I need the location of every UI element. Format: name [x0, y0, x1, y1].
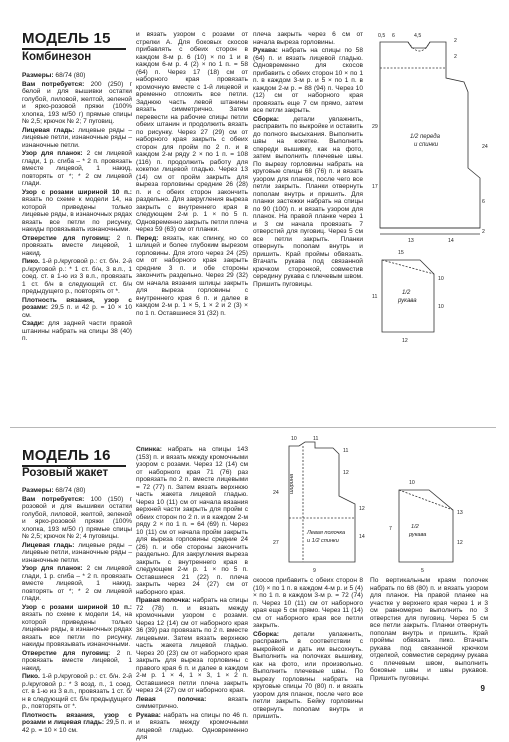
m16c2-label: Правая полочка: — [136, 597, 191, 604]
sleeve-dim-1: 10 — [438, 276, 444, 282]
model16-column-1 — [22, 487, 133, 734]
m15c1-text: 68/74 (80) — [53, 72, 86, 79]
d16-dim-13: 5 — [421, 568, 424, 574]
model16-title: МОДЕЛЬ 16 — [22, 447, 111, 464]
model15-column-1 — [22, 72, 132, 424]
m16c1-paragraph — [22, 673, 132, 711]
m15c1-text: 2 см лицевой глади, 1 р. сгиба – * 2 п. провязать вместе лицевой, 1 накид, повторять от *; * 2 см лицевой глади. — [22, 150, 132, 187]
front-outline — [289, 442, 355, 562]
m15c3-paragraph — [253, 116, 363, 289]
front-back-label-line1: 1/2 переда — [410, 134, 440, 140]
model15-column-2 — [136, 31, 248, 422]
sleeve-dim-2: 10 — [438, 304, 444, 310]
dim-side-3: 17 — [372, 184, 378, 190]
m15c3-text: детали увлажнить, расправить по выкройке и оставить до полного высыхания. Выполнить швы на кокетке. Выполнить спереди вышивку, как на фото, затем выполнить плечевые швы. По вырезу горловины набрать на круговые спицы 68 (76) п. и вязать узором для планок, после чего все петли закрыть. Планки отвернуть пополам внутрь и пришить. Для планки застежки набрать на спицы по 90 (100) п. и вязать узором для планок. На правой планке через 1 и 3 см начала провязать 7 отверстий для пуговиц. Через 5 см все петли закрыть. Планки отвернуть пополам внутрь и пришить. Край проймы обвязать. Втачать рукава под связанной крючком сторонкой, совместив середину рукава с плечевым швом. Пришить пуговицы. — [253, 115, 363, 288]
m15c3-paragraph — [253, 47, 363, 115]
m15c1-text: 2 п. провязать вместе лицевой, 1 накид. — [22, 234, 133, 257]
model16-column-3 — [253, 577, 363, 720]
m15c3-text: плеча закрыть через 6 см от начала выреза горловины. — [253, 31, 363, 46]
dim-side-4: 24 — [482, 144, 488, 150]
m16c1-paragraph — [22, 604, 132, 649]
d16-dim-1: 11 — [313, 436, 319, 442]
m15c1-label: Лицевая гладь: — [22, 126, 75, 134]
dim-side-2: 29 — [372, 124, 378, 130]
m16c1-label: Плотность вязания, узор с розами и лицевая гладь: — [22, 711, 132, 726]
d16-dim-4: 12 — [359, 506, 365, 512]
d16-sleeve-label-1: 1/2 — [411, 524, 419, 530]
m16c1-text: 100 (150) г розовой и для вышивки остатки голубой, лиловой, желтой, зеленой и ярко-розовой пряжи (100% хлопка, 193 м/50 г) прямые спицы № 2,5; крючок № 2; 4 пуговицы. — [22, 495, 132, 540]
m16c1-paragraph — [22, 542, 132, 565]
m16c2-paragraph — [136, 446, 248, 596]
m16c1-label: Узор для планок: — [22, 565, 83, 572]
m15c1-paragraph — [22, 81, 132, 126]
m15c1-paragraph — [22, 235, 132, 258]
m16c2-text: набрать на спицы по 46 п. и вязать между кромочными лицевой гладью. Одновременно для — [136, 711, 248, 741]
m16c1-paragraph — [22, 565, 132, 603]
m15c1-text: 29,5 п. и 42 р. = 10 × 10 см. — [22, 304, 132, 319]
sleeve-outline — [382, 260, 434, 332]
model15-name: Комбинезон — [22, 51, 92, 63]
model15-rule — [22, 48, 126, 50]
m16c2-paragraph — [136, 597, 248, 695]
m15c3-paragraph — [253, 31, 363, 46]
dim-side-1: 2 — [454, 54, 457, 60]
dim-top-0: 0,5 — [378, 33, 386, 39]
m16c1-paragraph — [22, 712, 132, 735]
model16-column-2 — [136, 446, 248, 741]
d16-dim-12: 7 — [389, 526, 392, 532]
dim-side-6: 2 — [482, 229, 485, 235]
m15c3-label: Рукава: — [253, 47, 278, 54]
d16-dim-2: 11 — [343, 448, 349, 454]
m16c1-label: Размеры: — [22, 487, 54, 494]
m16c1-label: Узор с розами шириной 10 п.: — [22, 603, 132, 611]
m16c1-text: 1-й р./круговой р.: ст. б/н. 2-й р./круговой р.: * 3 возд. п., 1 соед. ст. в 1-ю из 3 в.п., провязать 1 ст. б/н в следующий ст. б/н предыдущего р., повторять от *. — [22, 673, 132, 710]
dim-side-0: 2 — [454, 38, 457, 44]
model15-column-3 — [253, 31, 363, 422]
front-back-label-line2: и спинки — [414, 142, 439, 148]
m15c1-label: Узор для планок: — [22, 150, 83, 157]
m15c1-paragraph — [22, 320, 132, 343]
model15-header — [22, 31, 111, 47]
m16c2-paragraph — [136, 712, 248, 742]
m16c3-paragraph — [253, 577, 363, 630]
m16c1-text: 2 п. провязать вместе лицевой, 1 накид. — [22, 649, 133, 672]
dim-bottom-1: 14 — [448, 238, 454, 244]
m15c1-label: Отверстие для пуговиц: — [22, 234, 111, 242]
m15c2-paragraph — [136, 235, 248, 318]
m16c1-label: Лицевая гладь: — [22, 541, 75, 549]
model15-pattern-diagram — [368, 28, 496, 348]
sleeve-dim-3: 11 — [372, 294, 378, 300]
d16-dim-0: 10 — [291, 436, 297, 442]
m16c1-paragraph — [22, 650, 132, 673]
m16c2-label: Спинка: — [136, 446, 162, 453]
sleeve-label-line2: рукава — [398, 298, 417, 304]
m15c1-paragraph — [22, 150, 132, 188]
m15c1-text: вязать по схеме к модели 14, на которой приведены только лицевые ряды, в изнаночных рядах вязать все петли по рисунку, накиды провязывать изнаночными. — [22, 196, 132, 233]
m16c2-label: Левая полочка: — [136, 695, 207, 703]
m16c2-paragraph — [136, 696, 248, 711]
m16c2-text: набрать на спицы 72 (78) п. и вязать между кромочными узором с розами. Через 12 (14) см от наборного края 36 (39) раз провязать по 2 п. вместе лицевыми. Затем вязать верхнюю часть жакета лицевой гладью. Через 20 (23) см от наборного края закрыть для выреза горловины с правого края 6 п. и далее в каждом 2-м р. 1 × 4, 1 × 3, 1 × 2 п. Оставшиеся петли плеча закрыть через 24 (27) см от наборного края. — [136, 597, 248, 694]
model15-title: МОДЕЛЬ 15 — [22, 30, 111, 47]
m15c1-label: Плотность вязания, узор с розами: — [22, 296, 132, 311]
m16c1-text: 2 см лицевой глади, 1 р. сгиба – * 2 п. провязать вместе лицевой, 1 накид, повторять от *; * 2 см лицевой глади. — [22, 565, 132, 602]
m15c3-text: набрать на спицы по 58 (64) п. и вязать лицевой гладью. Одновременно для скосов прибавить с обеих сторон 10 × по 1 п. в каждом 3-м р. и 5 × по 1 п. в каждом 2-м р. = 88 (94) п. Через 10 (12) см от наборного края провязать еще 7 см прямо, затем все петли закрыть. — [253, 47, 363, 114]
m16c1-label: Отверстие для пуговиц: — [22, 649, 111, 657]
m15c1-label: Пико. — [22, 258, 40, 265]
page-number: 9 — [480, 684, 485, 693]
d16-dim-8: 9 — [313, 568, 316, 574]
d16-dim-5: 14 — [359, 534, 365, 540]
d16-dim-6: 24 — [273, 490, 279, 496]
m15c1-text: 1-й р./круговой р.: ст. б/н. 2-й р./круговой р.: * 1 ст. б/н, 3 в.п., 1 соед. ст. в 1-ю из 3 в.п., провязать 1 ст. б/н в следующий ст. б/н предыдущего р., повторять от *. — [22, 258, 132, 295]
m15c1-text: 200 (250) г белой и для вышивки остатки голубой, лиловой, желтой, зеленой и ярко-розовой пряжи (100% хлопка, 193 м/50 г) прямые спицы № 2,5; крючок № 2; 7 пуговиц. — [22, 80, 132, 125]
m16c2-text: набрать на спицы 143 (153) п. и вязать между кромочными узором с розами. Через 12 (14) см от наборного края 71 (76) раз провязать по 2 п. вместе лицевыми = 72 (77) п. Затем вязать верхнюю часть жакета лицевой гладью. Через 10 (11) см от начала вязания верхней части закрыть для пройм с обеих сторон по 2 п. и в каждом 2-м ряду 2 × по 1 п. = 64 (69) п. Через 10 (11) см от начала пройм закрыть для выреза горловины средние 24 (26) п. и обе стороны закончить раздельно. Для закругления выреза закрыть с внутреннего края в следующем 2-м р. 1 × по 5 п. Оставшиеся 21 (22) п. плеча закрыть через 24 (27) см от наборного края. — [136, 446, 248, 596]
model16-column-4 — [370, 577, 488, 682]
sleeve-label-line1: 1/2 — [402, 290, 411, 296]
m16c3-text: детали увлажнить, расправить в соответствии с выкройкой и дать им высохнуть. Выполнить на полочках вышивку, как на фото, или произвольно. Выполнить плечевые швы. По вырезу горловины набрать на круговые спицы 70 (80) п. и вязать узором для планок, после чего все петли закрыть. Бейку горловины отвернуть пополам внутрь и пришить. — [253, 630, 363, 720]
m16c1-paragraph — [22, 487, 132, 495]
dim-top-2: 4,5 — [414, 33, 422, 39]
sleeve-dim-0: 15 — [398, 250, 404, 256]
m15c2-label: Перед: — [136, 234, 159, 242]
m15c2-text: и вязать узором с розами от стрелки А. Для боковых скосов прибавлять с обеих сторон в каждом 8-м р. 6 (10) × по 1 и в каждом 6-м р. 4 (2) × по 1 п. = 58 (64) п. Через 17 (18) см от наборного края провязать кромочную вместе с 1-й лицевой и временно отложить все петли. Заднюю часть левой штанины вязать симметрично. Затем перевести на рабочие спицы петли обеих штанин и продолжить вязать по рисунку. Через 27 (29) см от наборного края закрыть с обеих сторон для пройм по 2 п. и в каждом 2-м ряду 2 × по 1 п. = 108 (116) п. продолжить работу для кокетки лицевой гладью. Через 13 (14) см от пройм закрыть для выреза горловины средние 26 (28) п. и с обеих сторон закончить раздельно. Для закругления выреза закрыть с внутреннего края в следующем 2-м р. 1 × по 5 п. Одновременно закрыть петли плеча через 59 (63) см от планки. — [136, 31, 248, 233]
m16c3-label: Сборка: — [253, 630, 279, 638]
m16c1-text: вязать по схеме к модели 14, на которой приведены только лицевые ряды, в изнаночных рядах вязать все петли по рисунку, накиды провязывать изнаночными. — [22, 611, 132, 648]
model16-header — [22, 448, 111, 464]
d16-dim-9: 10 — [409, 480, 415, 486]
model16-name: Розовый жакет — [22, 467, 109, 479]
m15c3-label: Сборка: — [253, 115, 279, 123]
m15c1-text: лицевые ряды – лицевые петли, изнаночные ряды – изнаночные петли. — [22, 126, 132, 149]
d16-width-label: ширина — [289, 473, 295, 494]
d16-front-label-2: и 1/2 спинки — [307, 538, 339, 544]
m15c1-paragraph — [22, 127, 132, 150]
m16c1-text: лицевые ряды – лицевые петли, изнаночные ряды – изнаночные петли. — [22, 541, 132, 564]
m15c1-label: Сзади: — [22, 320, 45, 327]
m15c1-text: для задней части правой штанины набрать на спицы 38 (40) п. — [22, 320, 132, 342]
model16-pattern-diagram — [253, 434, 497, 574]
m16c4-text: По вертикальным краям полочек набрать по 68 (80) п. и вязать узором для планок. На правой планке на участке у верхнего края через 1 и 3 см равномерно выполнить по 3 отверстия для пуговиц. Через 5 см все петли закрыть. Планки отвернуть пополам внутрь и пришить. Край проймы обвязать пико. Втачать рукава под связанной крючком отделкой, совместив середину рукава с плечевым швом, выполнить боковые швы и швы рукавов. Пришить пуговицы. — [370, 577, 488, 682]
m16c1-text: 29,5 п. и 42 р. = 10 × 10 см. — [22, 719, 133, 734]
m15c1-paragraph — [22, 189, 132, 234]
m16c2-label: Рукава: — [136, 711, 161, 719]
m15c1-label: Узор с розами шириной 10 п.: — [22, 188, 132, 196]
d16-dim-11: 12 — [457, 540, 463, 546]
m16c1-text: 68/74 (80) — [53, 487, 86, 494]
m15c1-paragraph — [22, 72, 132, 80]
m15c1-paragraph — [22, 297, 132, 320]
m15c1-label: Вам потребуется: — [22, 80, 85, 88]
d16-dim-10: 13 — [457, 510, 463, 516]
d16-sleeve-label-2: рукава — [409, 532, 427, 538]
dim-side-5: 6 — [482, 199, 485, 205]
m15c1-paragraph — [22, 258, 132, 296]
m16c3-text: скосов прибавить с обеих сторон 8 (10) × по 1 п. в каждом 4-м р. и 5 (4) × по 1 п. в каждом 3-м р. = 72 (74) п. Через 10 (11) см от наборного края еще 5 см прямо. Через 11 (14) см от наборного края все петли закрыть. — [253, 577, 363, 629]
m16c4-paragraph — [370, 577, 488, 682]
dim-top-1: 6 — [392, 33, 395, 39]
d16-dim-3: 12 — [343, 470, 349, 476]
m15c2-text: вязать, как спинку, но со шлицей и более глубоким вырезом горловины. Для этого через 24 (25) см от наборного края закрыть средние 3 п. и обе стороны закончить раздельно. Через 29 (32) см начала вязания шлицы закрыть для выреза горловины с внутреннего края 6 п. и далее в каждом 2-м р. 1 × 5, 1 × 2 и 2 (3) × по 1 п. Оставшиеся 31 (32) п. — [136, 234, 248, 317]
m16c1-label: Вам потребуется: — [22, 495, 85, 503]
m16c3-paragraph — [253, 631, 363, 721]
m15c2-paragraph — [136, 31, 248, 234]
d16-dim-7: 27 — [273, 540, 279, 546]
m16c1-label: Пико. — [22, 673, 40, 680]
d16-front-label-1: Левая полочка — [307, 530, 346, 536]
sleeve16-outline — [399, 490, 453, 562]
m15c1-label: Размеры: — [22, 72, 54, 79]
m16c1-paragraph — [22, 496, 132, 541]
sleeve-dim-4: 12 — [402, 338, 408, 344]
section-separator — [10, 427, 496, 428]
dim-bottom-0: 13 — [408, 238, 414, 244]
m16c2-text: вязать симметрично. — [136, 695, 248, 710]
